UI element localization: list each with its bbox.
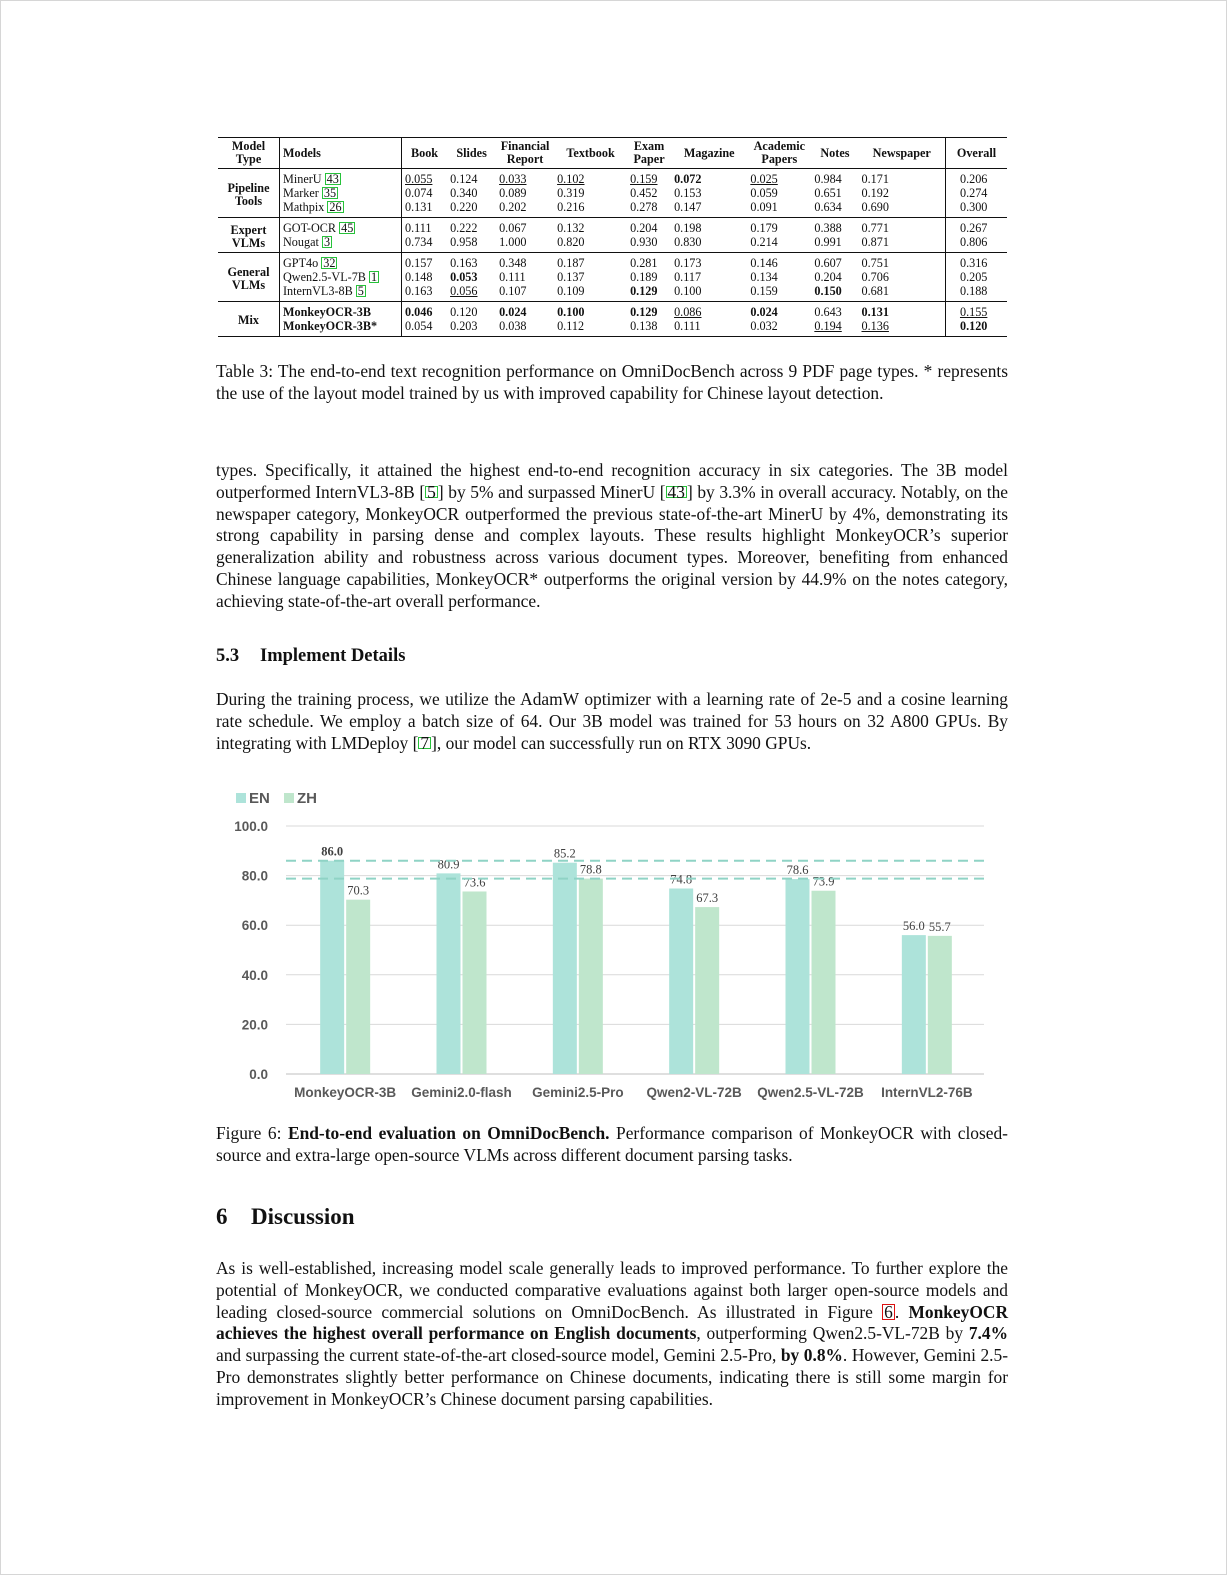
table-row xyxy=(218,302,1007,320)
data-label: 55.7 xyxy=(928,919,951,934)
model-name-cell xyxy=(280,218,402,236)
y-tick-label: 80.0 xyxy=(241,868,268,884)
model-name: MinerU xyxy=(283,172,322,186)
value-cell: 0.089 xyxy=(499,186,527,200)
text: 7.4% xyxy=(968,1323,1008,1344)
model-name-cell xyxy=(280,302,402,320)
value-cell: 0.991 xyxy=(814,235,842,249)
value-cell: 0.300 xyxy=(959,200,988,214)
value-cell: 0.155 xyxy=(959,305,988,319)
value-cell: 0.038 xyxy=(499,319,527,333)
text: , outperforming Qwen2.5-VL-72B by xyxy=(696,1323,969,1344)
data-label: 78.8 xyxy=(579,862,602,877)
value-cell: 0.206 xyxy=(959,172,988,186)
model-name: Marker xyxy=(283,186,319,200)
legend-label: EN xyxy=(249,790,270,807)
value-cell: 0.216 xyxy=(557,200,585,214)
bar-zh xyxy=(812,891,836,1074)
model-name: Nougat xyxy=(283,235,319,249)
col-header: Exam Paper xyxy=(627,138,671,169)
value-cell: 0.171 xyxy=(859,169,946,187)
value-cell: 0.452 xyxy=(630,186,658,200)
data-label: 56.0 xyxy=(902,919,925,934)
y-tick-label: 0.0 xyxy=(249,1067,268,1082)
model-type-cell: Mix xyxy=(218,302,280,337)
value-cell: 0.111 xyxy=(405,221,432,235)
model-type-cell: Pipeline Tools xyxy=(218,169,280,218)
table-row xyxy=(218,270,1007,284)
text: ], our model can successfully run on RTX 3090 GPUs. xyxy=(431,732,812,753)
value-cell: 0.024 xyxy=(499,305,527,319)
data-label: 73.6 xyxy=(463,875,486,890)
section-heading xyxy=(216,1204,355,1230)
x-tick-label: Qwen2.5-VL-72B xyxy=(757,1085,864,1100)
value-cell: 0.131 xyxy=(405,200,433,214)
bar-en xyxy=(669,888,693,1074)
citation-link[interactable]: 1 xyxy=(370,270,378,284)
value-cell: 0.120 xyxy=(450,305,478,319)
text: by 0.8% xyxy=(780,1345,843,1366)
value-cell: 0.148 xyxy=(405,270,433,284)
value-cell: 0.192 xyxy=(859,186,946,200)
bar-en xyxy=(786,879,810,1074)
model-name-cell xyxy=(280,284,402,302)
value-cell: 0.111 xyxy=(499,270,526,284)
value-cell: 0.150 xyxy=(814,284,842,298)
section-title: Discussion xyxy=(251,1204,355,1229)
figure-ref-link[interactable]: 6 xyxy=(884,1301,893,1322)
paragraph-results xyxy=(216,460,1008,613)
data-label: 85.2 xyxy=(553,846,576,861)
model-name: GOT-OCR xyxy=(283,221,337,235)
value-cell: 0.643 xyxy=(814,305,842,319)
value-cell: 0.124 xyxy=(450,172,478,186)
value-cell: 0.984 xyxy=(814,172,842,186)
value-cell: 0.120 xyxy=(959,319,988,333)
table-row xyxy=(218,186,1007,200)
value-cell: 0.274 xyxy=(959,186,988,200)
value-cell: 0.690 xyxy=(859,200,946,218)
model-name-cell xyxy=(280,270,402,284)
value-cell: 0.117 xyxy=(674,270,702,284)
col-header: Newspaper xyxy=(859,138,946,169)
value-cell: 0.194 xyxy=(814,319,842,333)
value-cell: 0.634 xyxy=(814,200,842,214)
model-name-cell xyxy=(280,169,402,187)
table-row xyxy=(218,235,1007,253)
value-cell: 1.000 xyxy=(499,235,527,249)
bar-zh xyxy=(346,900,370,1074)
value-cell: 0.032 xyxy=(750,319,778,333)
bar-zh xyxy=(695,907,719,1074)
col-header: Notes xyxy=(811,138,858,169)
x-tick-label: InternVL2-76B xyxy=(881,1085,973,1100)
value-cell: 0.056 xyxy=(450,284,478,298)
value-cell: 0.202 xyxy=(499,200,527,214)
text: ] by 5% and surpassed MinerU [ xyxy=(437,481,666,502)
data-label: 74.8 xyxy=(670,872,693,887)
value-cell: 0.147 xyxy=(674,200,702,214)
table-row xyxy=(218,284,1007,302)
model-name: InternVL3-8B xyxy=(283,284,353,298)
value-cell: 0.187 xyxy=(557,256,585,270)
text: Figure 6: xyxy=(216,1123,288,1143)
value-cell: 0.222 xyxy=(450,221,478,235)
model-name-cell xyxy=(280,253,402,271)
bar-en xyxy=(902,935,926,1074)
value-cell: 0.319 xyxy=(557,186,585,200)
model-name: Mathpix xyxy=(283,200,325,214)
value-cell: 0.651 xyxy=(814,186,842,200)
value-cell: 0.958 xyxy=(450,235,478,249)
results-table xyxy=(218,137,1007,337)
value-cell: 0.134 xyxy=(750,270,778,284)
text: End-to-end evaluation on OmniDocBench. xyxy=(287,1123,610,1143)
citation-link[interactable]: 35 xyxy=(323,186,337,200)
value-cell: 0.173 xyxy=(674,256,702,270)
value-cell: 0.204 xyxy=(630,221,658,235)
table-row xyxy=(218,253,1007,271)
citation-link[interactable]: 43 xyxy=(667,481,685,502)
model-name: GPT4o xyxy=(283,256,319,270)
section-number: 5.3 xyxy=(216,646,240,666)
data-label: 70.3 xyxy=(347,883,370,898)
value-cell: 0.153 xyxy=(674,186,702,200)
legend-label: ZH xyxy=(297,790,317,807)
value-cell: 0.278 xyxy=(630,200,658,214)
citation-link[interactable]: 5 xyxy=(427,481,436,502)
value-cell: 0.751 xyxy=(859,253,946,271)
text: . However, Gemini 2.5-Pro demonstrates slightly better performance on Chinese documents, indicating there is still some margin for improvement in MonkeyOCR’s Chinese document parsing capabilities. xyxy=(216,1345,1008,1409)
value-cell: 0.129 xyxy=(630,305,658,319)
data-label: 80.9 xyxy=(437,857,460,872)
value-cell: 0.159 xyxy=(630,172,658,186)
col-header: Model Type xyxy=(218,138,280,169)
model-type-cell: Expert VLMs xyxy=(218,218,280,253)
bar-en xyxy=(437,873,461,1074)
value-cell: 0.059 xyxy=(750,186,778,200)
legend-swatch-en xyxy=(236,793,246,803)
value-cell: 0.830 xyxy=(674,235,702,249)
value-cell: 0.204 xyxy=(814,270,842,284)
value-cell: 0.109 xyxy=(557,284,585,298)
value-cell: 0.136 xyxy=(859,319,946,337)
value-cell: 0.137 xyxy=(557,270,585,284)
model-type-cell: General VLMs xyxy=(218,253,280,302)
y-tick-label: 20.0 xyxy=(241,1017,268,1033)
bar-en xyxy=(320,861,344,1074)
value-cell: 0.100 xyxy=(557,305,585,319)
value-cell: 0.220 xyxy=(450,200,478,214)
section-title: Implement Details xyxy=(260,646,406,666)
value-cell: 0.179 xyxy=(750,221,778,235)
value-cell: 0.203 xyxy=(450,319,478,333)
model-name: MonkeyOCR-3B* xyxy=(283,319,378,333)
value-cell: 0.129 xyxy=(630,284,658,298)
value-cell: 0.072 xyxy=(674,172,702,186)
value-cell: 0.871 xyxy=(859,235,946,253)
col-header: Slides xyxy=(447,138,496,169)
value-cell: 0.930 xyxy=(630,235,658,249)
col-header: Models xyxy=(280,138,402,169)
value-cell: 0.820 xyxy=(557,235,585,249)
value-cell: 0.033 xyxy=(499,172,527,186)
text: Performance comparison of MonkeyOCR with closed-source and extra-large open-source VLMs across different document parsing tasks. xyxy=(216,1123,1008,1165)
citation-link[interactable]: 45 xyxy=(341,221,354,235)
text: ] by 3.3% in overall accuracy. Notably, on the newspaper category, MonkeyOCR outperformed the previous state-of-the-art MinerU by 4%, demonstrating its strong capability in parsing dense and complex layouts. These results highlight MonkeyOCR’s superior generalization ability and robustness across various document types. Moreover, benefiting from enhanced Chinese language capabilities, MonkeyOCR* outperforms the original version by 44.9% on the notes category, achieving state-of-the-art overall performance. xyxy=(216,481,1008,611)
col-header: Textbook xyxy=(554,138,627,169)
value-cell: 0.157 xyxy=(405,256,433,270)
value-cell: 0.388 xyxy=(814,221,842,235)
text: MonkeyOCR achieves the highest overall performance on English documents xyxy=(216,1301,1008,1344)
value-cell: 0.188 xyxy=(959,284,988,298)
value-cell: 0.091 xyxy=(750,200,778,214)
col-header: Book xyxy=(402,138,448,169)
legend-swatch-zh xyxy=(284,793,294,803)
value-cell: 0.086 xyxy=(674,305,702,319)
x-tick-label: Gemini2.0-flash xyxy=(411,1085,512,1100)
value-cell: 0.267 xyxy=(959,221,988,235)
value-cell: 0.146 xyxy=(750,256,778,270)
model-name-cell xyxy=(280,200,402,218)
value-cell: 0.046 xyxy=(405,305,433,319)
table-header-row xyxy=(218,138,1007,169)
section-heading xyxy=(216,646,405,667)
model-name-cell xyxy=(280,319,402,337)
citation-link[interactable]: 43 xyxy=(326,172,339,186)
value-cell: 0.806 xyxy=(959,235,988,249)
table-row xyxy=(218,218,1007,236)
col-header: Academic Papers xyxy=(747,138,811,169)
value-cell: 0.607 xyxy=(814,256,842,270)
model-name-cell xyxy=(280,186,402,200)
value-cell: 0.340 xyxy=(450,186,478,200)
data-label: 86.0 xyxy=(321,844,344,859)
value-cell: 0.281 xyxy=(630,256,658,270)
x-tick-label: Qwen2-VL-72B xyxy=(646,1085,742,1100)
value-cell: 0.734 xyxy=(405,235,433,249)
col-header: Overall xyxy=(945,138,1007,169)
value-cell: 0.067 xyxy=(499,221,527,235)
bar-zh xyxy=(579,879,603,1074)
section-number: 6 xyxy=(216,1204,228,1229)
data-label: 78.6 xyxy=(786,863,809,878)
text: As is well-established, increasing model scale generally leads to improved performance. To further explore the potential of MonkeyOCR, we conducted comparative evaluations against both larger open-source models and leading closed-source commercial solutions on OmniDocBench. As illustrated in Figure xyxy=(216,1258,1008,1322)
bar-en xyxy=(553,863,577,1074)
citation-link[interactable]: 26 xyxy=(329,200,342,214)
value-cell: 0.112 xyxy=(557,319,585,333)
value-cell: 0.163 xyxy=(450,256,478,270)
value-cell: 0.138 xyxy=(630,319,658,333)
data-label: 67.3 xyxy=(696,891,719,906)
paragraph-implement xyxy=(216,689,1008,754)
value-cell: 0.102 xyxy=(557,172,585,186)
col-header: Magazine xyxy=(671,138,747,169)
value-cell: 0.706 xyxy=(859,270,946,284)
text: types. Specifically, it attained the highest end-to-end recognition accuracy in six categories. The 3B model outperformed InternVL3-8B [ xyxy=(216,460,1008,502)
value-cell: 0.053 xyxy=(450,270,478,284)
value-cell: 0.100 xyxy=(674,284,702,298)
table-row xyxy=(218,319,1007,337)
value-cell: 0.024 xyxy=(750,305,778,319)
x-tick-label: MonkeyOCR-3B xyxy=(294,1085,397,1100)
text: . xyxy=(894,1301,909,1322)
model-name-cell xyxy=(280,235,402,253)
value-cell: 0.771 xyxy=(859,218,946,236)
model-name: Qwen2.5-VL-7B xyxy=(283,270,366,284)
y-tick-label: 60.0 xyxy=(241,918,268,934)
value-cell: 0.189 xyxy=(630,270,658,284)
data-label: 73.9 xyxy=(812,874,835,889)
value-cell: 0.681 xyxy=(859,284,946,302)
text: During the training process, we utilize the AdamW optimizer with a learning rate of 2e-5 and a cosine learning rate schedule. We employ a batch size of 64. Our 3B model was trained for 53 hours on 32 A800 GPUs. By integrating with LMDeploy [ xyxy=(216,689,1008,753)
bar-chart xyxy=(216,782,1006,1107)
text: and surpassing the current state-of-the-art closed-source model, Gemini 2.5-Pro, xyxy=(216,1345,781,1366)
value-cell: 0.198 xyxy=(674,221,702,235)
citation-link[interactable]: 3 xyxy=(323,235,331,249)
value-cell: 0.348 xyxy=(499,256,527,270)
table-row xyxy=(218,200,1007,218)
citation-link[interactable]: 5 xyxy=(357,284,364,298)
y-tick-label: 100.0 xyxy=(234,819,268,834)
value-cell: 0.107 xyxy=(499,284,527,298)
value-cell: 0.074 xyxy=(405,186,433,200)
value-cell: 0.111 xyxy=(674,319,701,333)
citation-link[interactable]: 7 xyxy=(420,732,430,753)
bar-zh xyxy=(463,891,487,1074)
table-row xyxy=(218,169,1007,187)
value-cell: 0.316 xyxy=(959,256,988,270)
value-cell: 0.163 xyxy=(405,284,433,298)
y-tick-label: 40.0 xyxy=(241,967,268,983)
bar-zh xyxy=(928,936,952,1074)
value-cell: 0.131 xyxy=(859,302,946,320)
citation-link[interactable]: 32 xyxy=(323,256,336,270)
value-cell: 0.132 xyxy=(557,221,585,235)
x-tick-label: Gemini2.5-Pro xyxy=(532,1085,624,1100)
value-cell: 0.159 xyxy=(750,284,778,298)
model-name: MonkeyOCR-3B xyxy=(283,305,372,319)
value-cell: 0.055 xyxy=(405,172,433,186)
table-caption: Table 3: The end-to-end text recognition performance on OmniDocBench across 9 PDF page types. * represents the use of the layout model trained by us with improved capability for Chinese layout detection. xyxy=(216,361,1008,403)
value-cell: 0.214 xyxy=(750,235,778,249)
value-cell: 0.205 xyxy=(959,270,988,284)
figure-caption xyxy=(216,1123,1008,1167)
value-cell: 0.054 xyxy=(405,319,433,333)
value-cell: 0.025 xyxy=(750,172,778,186)
paragraph-discussion xyxy=(216,1258,1008,1411)
col-header: Financial Report xyxy=(496,138,554,169)
